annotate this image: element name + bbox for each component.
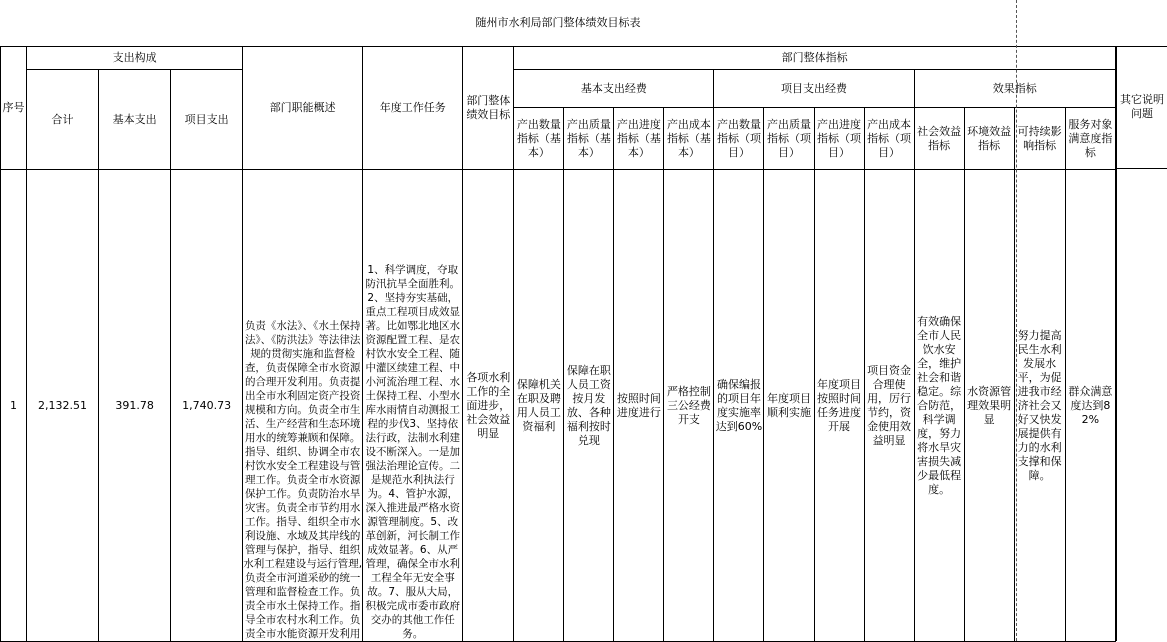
header-e2: 环境效益指标 xyxy=(964,108,1014,170)
row-duty: 负责《水法》、《水土保持法》、《防洪法》等法律法规的贯彻实施和监督检查，负责保障全市水资源的合理开发利用。负责提出全市水利固定资产投资规模和方向。负责全市生活、生产经营和生态环境用水的统筹兼顾和保障。指导、组织、协调全市农村饮水安全工程建设与管理工作。负责全市水资源保护工作。负责防治水旱灾害。负责全市节约用水工作。指导、组织全市水利设施、水域及其岸线的管理与保护，指导、组织水利工程建设与运行管理,负责全市河道采砂的统一管理和监督检查工作。负责全市水土保持工作。指导全市农村水利工作。负责全市水能资源开发利用 xyxy=(243,170,363,642)
row-e2: 水资源管理效果明显 xyxy=(964,170,1014,642)
row-b3: 按照时间进度进行 xyxy=(614,170,664,642)
row-perf-target: 各项水利工作的全面进步，社会效益明显 xyxy=(463,170,514,642)
page-title: 随州市水利局部门整体绩效目标表 xyxy=(475,16,641,29)
header-indicators: 部门整体指标 xyxy=(514,47,1116,70)
header-effect: 效果指标 xyxy=(914,70,1115,108)
header-project-fund: 项目支出经费 xyxy=(714,70,914,108)
row-b1: 保障机关在职及聘用人员工资福利 xyxy=(514,170,564,642)
row-p2: 年度项目顺利实施 xyxy=(764,170,814,642)
row-p1: 确保编报的项目年度实施率达到60% xyxy=(714,170,764,642)
header-p1: 产出数量指标（项目） xyxy=(714,108,764,170)
header-duty: 部门职能概述 xyxy=(243,47,363,170)
header-total: 合计 xyxy=(27,70,99,170)
header-tasks: 年度工作任务 xyxy=(363,47,463,170)
row-e1: 有效确保全市人民饮水安全，维护社会和谐稳定。综合防范，科学调度，努力将水旱灾害损失减少最低程度。 xyxy=(914,170,964,642)
header-basic-fund: 基本支出经费 xyxy=(514,70,714,108)
row-project: 1,740.73 xyxy=(171,170,243,642)
row-seq: 1 xyxy=(1,170,27,642)
header-other: 其它说明问题 xyxy=(1117,46,1167,169)
header-b1: 产出数量指标（基本） xyxy=(514,108,564,170)
row-p3: 年度项目按照时间任务进度开展 xyxy=(814,170,864,642)
row-b4: 严格控制三公经费开支 xyxy=(664,170,714,642)
header-b4: 产出成本指标（基本） xyxy=(664,108,714,170)
header-b3: 产出进度指标（基本） xyxy=(614,108,664,170)
header-p2: 产出质量指标（项目） xyxy=(764,108,814,170)
header-p3: 产出进度指标（项目） xyxy=(814,108,864,170)
header-b2: 产出质量指标（基本） xyxy=(564,108,614,170)
row-b2: 保障在职人员工资按月发放、各种福利按时兑现 xyxy=(564,170,614,642)
header-e3: 可持续影响指标 xyxy=(1014,108,1065,170)
row-basic: 391.78 xyxy=(99,170,171,642)
header-spend: 支出构成 xyxy=(27,47,243,70)
row-e4: 群众满意度达到82% xyxy=(1065,170,1115,642)
header-p4: 产出成本指标（项目） xyxy=(864,108,914,170)
row-tasks: 1、科学调度，夺取防汛抗旱全面胜利。 2、坚持夯实基础，重点工程项目成效显著。比如鄂北地区水资源配置工程、是农村饮水安全工程、随中灌区续建工程、中小河流治理工程、水土保持工程、小型水库水雨情自动测报工程的步伐3、坚持依法行政，法制水利建设不断深入。一是加强法治理论宣传。二是规范水利执法行为。4、管护水源，深入推进最严格水资源管理制度。5、改革创新，河长制工作成效显著。6、从严管理，确保全市水利工程全年无安全事故。7、服从大局，积极完成市委市政府交办的其他工作任务。 xyxy=(363,170,463,642)
header-basic: 基本支出 xyxy=(99,70,171,170)
header-seq: 序号 xyxy=(1,47,27,170)
header-perf-target: 部门整体绩效目标 xyxy=(463,47,514,170)
header-project: 项目支出 xyxy=(171,70,243,170)
row-p4: 项目资金合理使用，厉行节约，资金使用效益明显 xyxy=(864,170,914,642)
header-e1: 社会效益指标 xyxy=(914,108,964,170)
page-break-line xyxy=(1016,0,1017,641)
row-total: 2,132.51 xyxy=(27,170,99,642)
row-e3: 努力提高民生水利发展水平，为促进我市经济社会又好又快发展提供有力的水利支撑和保障。 xyxy=(1014,170,1065,642)
header-e4: 服务对象满意度指标 xyxy=(1065,108,1115,170)
